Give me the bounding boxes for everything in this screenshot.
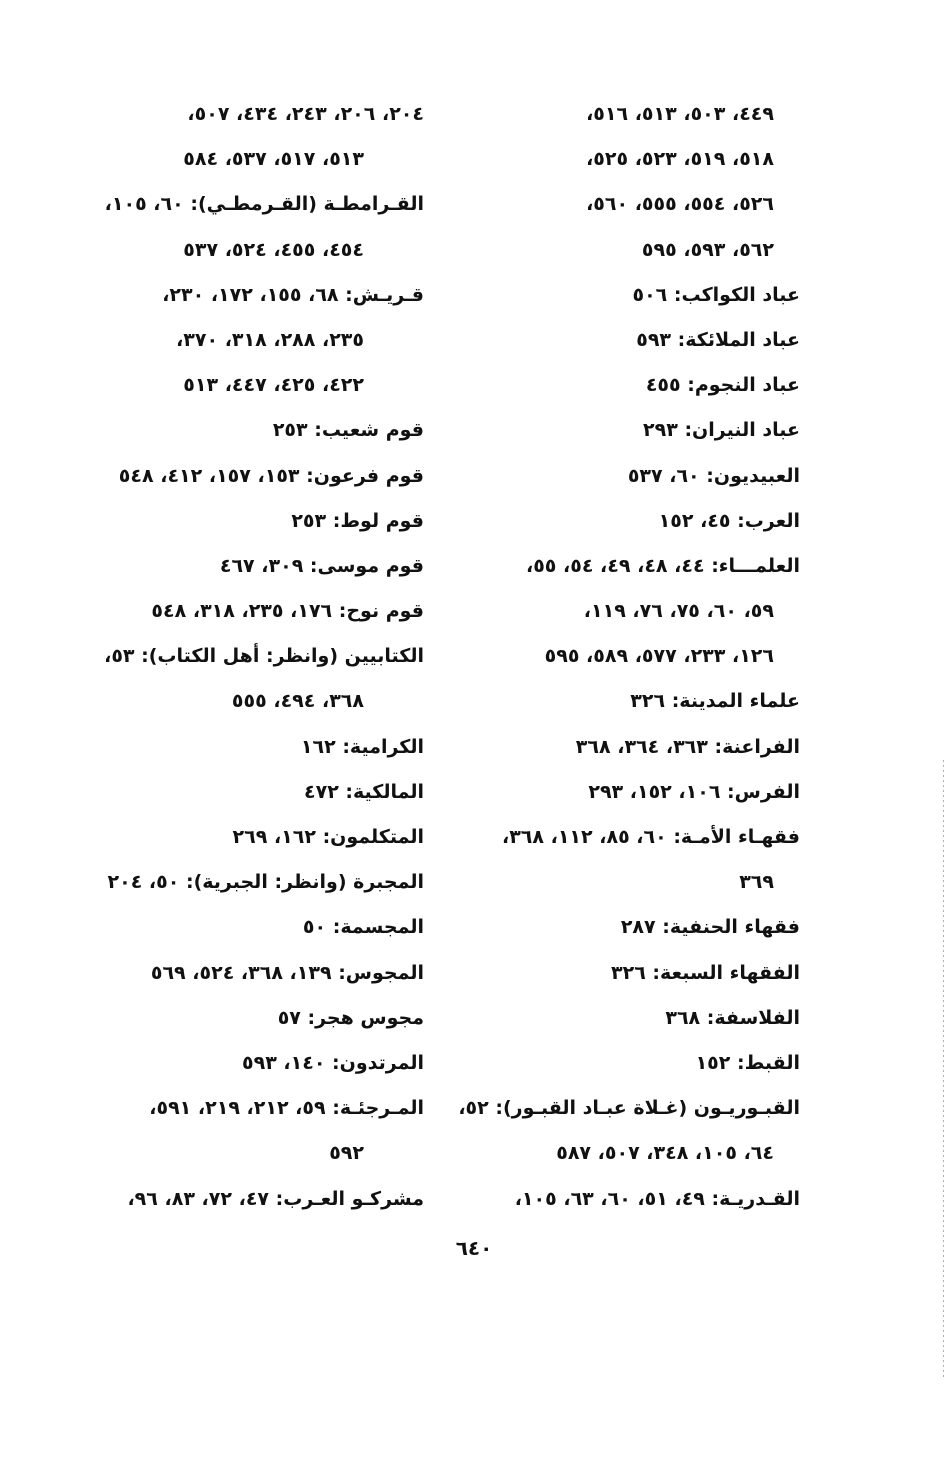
index-entry: قوم شعيب: ٢٥٣ [272,419,424,442]
index-entry: الكتابيين (وانظر: أهل الكتاب): ٥٣، [104,645,424,668]
index-entry: علماء المدينة: ٣٢٦ [630,690,800,713]
index-entry: مجوس هجر: ٥٧ [277,1006,424,1029]
index-entry: الفقهاء السبعة: ٣٢٦ [611,961,800,984]
index-entry-continuation: ٤٤٩، ٥٠٣، ٥١٣، ٥١٦، [586,103,774,125]
index-entry: العلمـــاء: ٤٤، ٤٨، ٤٩، ٥٤، ٥٥، [525,554,800,577]
index-entry: عباد النيران: ٢٩٣ [643,419,800,442]
index-entry: المجوس: ١٣٩، ٣٦٨، ٥٢٤، ٥٦٩ [150,961,424,984]
index-entry: العبيديون: ٦٠، ٥٣٧ [627,464,800,487]
index-entry: الفراعنة: ٣٦٣، ٣٦٤، ٣٦٨ [575,735,800,758]
index-entry: عباد الملائكة: ٥٩٣ [636,328,800,351]
index-entry-continuation: ٥٦٢، ٥٩٣، ٥٩٥ [641,238,774,261]
index-entry: المجبرة (وانظر: الجبرية): ٥٠، ٢٠٤ [107,871,424,894]
index-entry: قوم نوح: ١٧٦، ٢٣٥، ٣١٨، ٥٤٨ [151,600,424,623]
index-entry: الفرس: ١٠٦، ١٥٢، ٢٩٣ [588,780,800,803]
scan-edge-artifact [943,760,944,1380]
index-column-right [460,92,800,1222]
page-number: ٦٤٠ [455,1236,493,1260]
index-entry-continuation: ٥١٣، ٥١٧، ٥٣٧، ٥٨٤ [183,148,364,171]
index-entry: ٢٠٤، ٢٠٦، ٢٤٣، ٤٣٤، ٥٠٧، [187,103,424,125]
index-entry: القـدريـة: ٤٩، ٥١، ٦٠، ٦٣، ١٠٥، [514,1187,800,1210]
index-entry-continuation: ٥٢٦، ٥٥٤، ٥٥٥، ٥٦٠، [586,193,774,216]
index-entry: الكرامية: ١٦٢ [300,735,424,758]
index-entry: المجسمة: ٥٠ [302,916,424,939]
index-entry-continuation: ٢٣٥، ٢٨٨، ٣١٨، ٣٧٠، [176,328,364,351]
index-entry: فقهاء الحنفية: ٢٨٧ [620,916,800,939]
index-entry: المتكلمون: ١٦٢، ٢٦٩ [232,826,424,848]
index-entry: القبـوريـون (غـلاة عبـاد القبـور): ٥٢، [458,1097,800,1120]
index-entry: قوم لوط: ٢٥٣ [291,509,424,532]
index-entry: القـرامطـة (القـرمطـي): ٦٠، ١٠٥، [104,193,424,216]
index-entry-continuation: ٤٥٤، ٤٥٥، ٥٢٤، ٥٣٧ [183,238,364,261]
index-column-left [76,92,424,1222]
index-entry: عباد النجوم: ٤٥٥ [645,374,800,397]
index-entry: الفلاسفة: ٣٦٨ [665,1006,800,1029]
index-entry-continuation: ٤٢٢، ٤٢٥، ٤٤٧، ٥١٣ [183,374,364,397]
index-entry: القبط: ١٥٢ [695,1051,800,1074]
index-entry: مشركـو العـرب: ٤٧، ٧٢، ٨٣، ٩٦، [127,1187,424,1210]
index-entry-continuation: ٣٦٨، ٤٩٤، ٥٥٥ [231,690,364,713]
index-entry-continuation: ٥١٨، ٥١٩، ٥٢٣، ٥٢٥، [586,148,774,171]
index-entry: المرتدون: ١٤٠، ٥٩٣ [242,1051,424,1074]
index-entry: قـريـش: ٦٨، ١٥٥، ١٧٢، ٢٣٠، [162,283,424,306]
index-entry: قوم فرعون: ١٥٣، ١٥٧، ٤١٢، ٥٤٨ [118,464,424,487]
index-entry-continuation: ٣٦٩ [739,871,774,894]
index-entry: عباد الكواكب: ٥٠٦ [632,283,800,306]
index-entry-continuation: ٥٩٢ [329,1142,364,1165]
index-entry: فقهـاء الأمـة: ٦٠، ٨٥، ١١٢، ٣٦٨، [501,826,800,848]
index-entry-continuation: ١٢٦، ٢٣٣، ٥٧٧، ٥٨٩، ٥٩٥ [544,645,774,668]
index-entry-continuation: ٦٤، ١٠٥، ٣٤٨، ٥٠٧، ٥٨٧ [556,1142,774,1165]
index-entry: العرب: ٤٥، ١٥٢ [658,509,800,532]
index-entry-continuation: ٥٩، ٦٠، ٧٥، ٧٦، ١١٩، [583,600,774,623]
index-entry: المالكية: ٤٧٢ [304,780,424,803]
index-entry: قوم موسى: ٣٠٩، ٤٦٧ [219,554,424,577]
index-entry: المـرجئـة: ٥٩، ٢١٢، ٢١٩، ٥٩١، [149,1097,424,1120]
